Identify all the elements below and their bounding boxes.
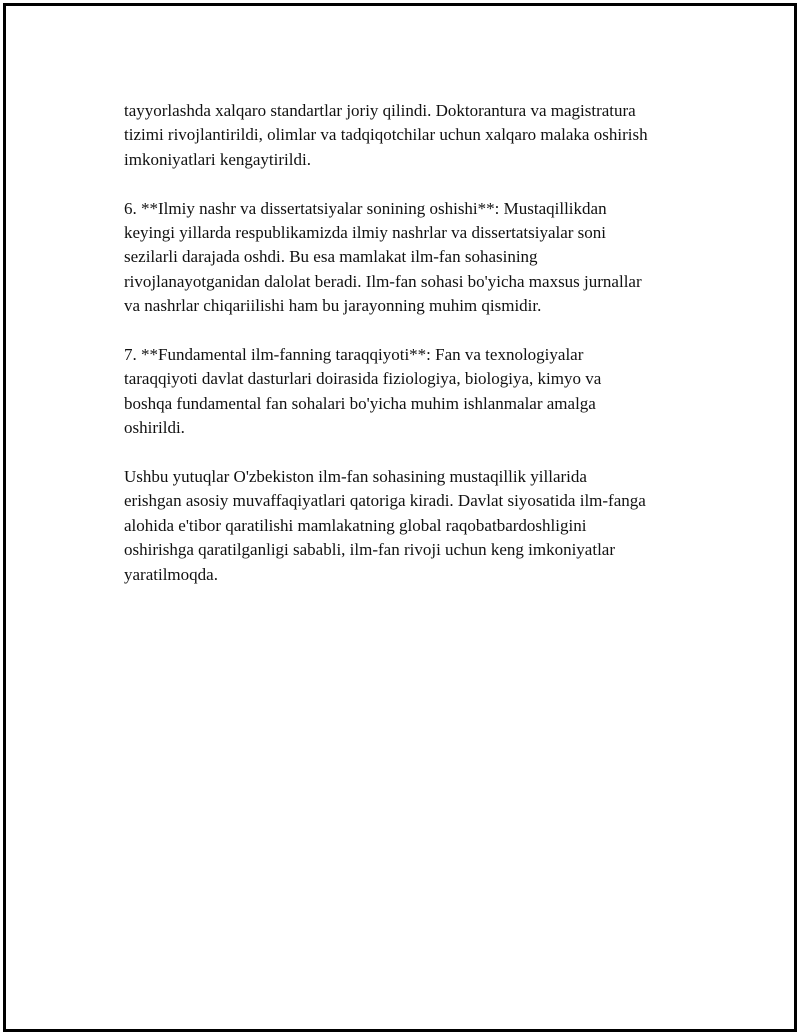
paragraph-item-7 [124, 343, 704, 441]
text-line: keyingi yillarda respublikamizda ilmiy nashrlar va dissertatsiyalar soni [124, 223, 607, 243]
text-line: va nashrlar chiqariilishi ham bu jarayonning muhim qismidir. [124, 296, 542, 316]
paragraph-continuation [124, 99, 704, 172]
text-line: 6. **Ilmiy nashr va dissertatsiyalar sonining oshishi**: Mustaqillikdan [124, 198, 607, 218]
document-body [124, 99, 704, 611]
text-line: oshirildi. [124, 418, 185, 438]
text-line: alohida e'tibor qaratilishi mamlakatning global raqobatbardoshligini [124, 515, 587, 535]
text-line: Ushbu yutuqlar O'zbekiston ilm-fan sohasining mustaqillik yillarida [124, 467, 587, 487]
text-line: sezilarli darajada oshdi. Bu esa mamlakat ilm-fan sohasining [124, 247, 538, 267]
text-line: rivojlanayotganidan dalolat beradi. Ilm-fan sohasi bo'yicha maxsus jurnallar [124, 271, 642, 291]
paragraph-item-6 [124, 197, 704, 319]
text-line: oshirishga qaratilganligi sababli, ilm-fan rivoji uchun keng imkoniyatlar [124, 540, 615, 560]
text-line: 7. **Fundamental ilm-fanning taraqqiyoti**: Fan va texnologiyalar [124, 345, 584, 365]
text-line: taraqqiyoti davlat dasturlari doirasida fiziologiya, biologiya, kimyo va [124, 369, 602, 389]
paragraph-conclusion [124, 465, 704, 587]
text-line: tayyorlashda xalqaro standartlar joriy qilindi. Doktorantura va magistratura [124, 101, 636, 120]
text-line: erishgan asosiy muvaffaqiyatlari qatoriga kiradi. Davlat siyosatida ilm-fanga [124, 491, 646, 511]
page-frame [3, 3, 797, 1032]
text-line: boshqa fundamental fan sohalari bo'yicha muhim ishlanmalar amalga [124, 393, 596, 413]
text-line: yaratilmoqda. [124, 564, 218, 584]
text-line: imkoniyatlari kengaytirildi. [124, 149, 311, 169]
text-line: tizimi rivojlantirildi, olimlar va tadqiqotchilar uchun xalqaro malaka oshirish [124, 125, 648, 145]
